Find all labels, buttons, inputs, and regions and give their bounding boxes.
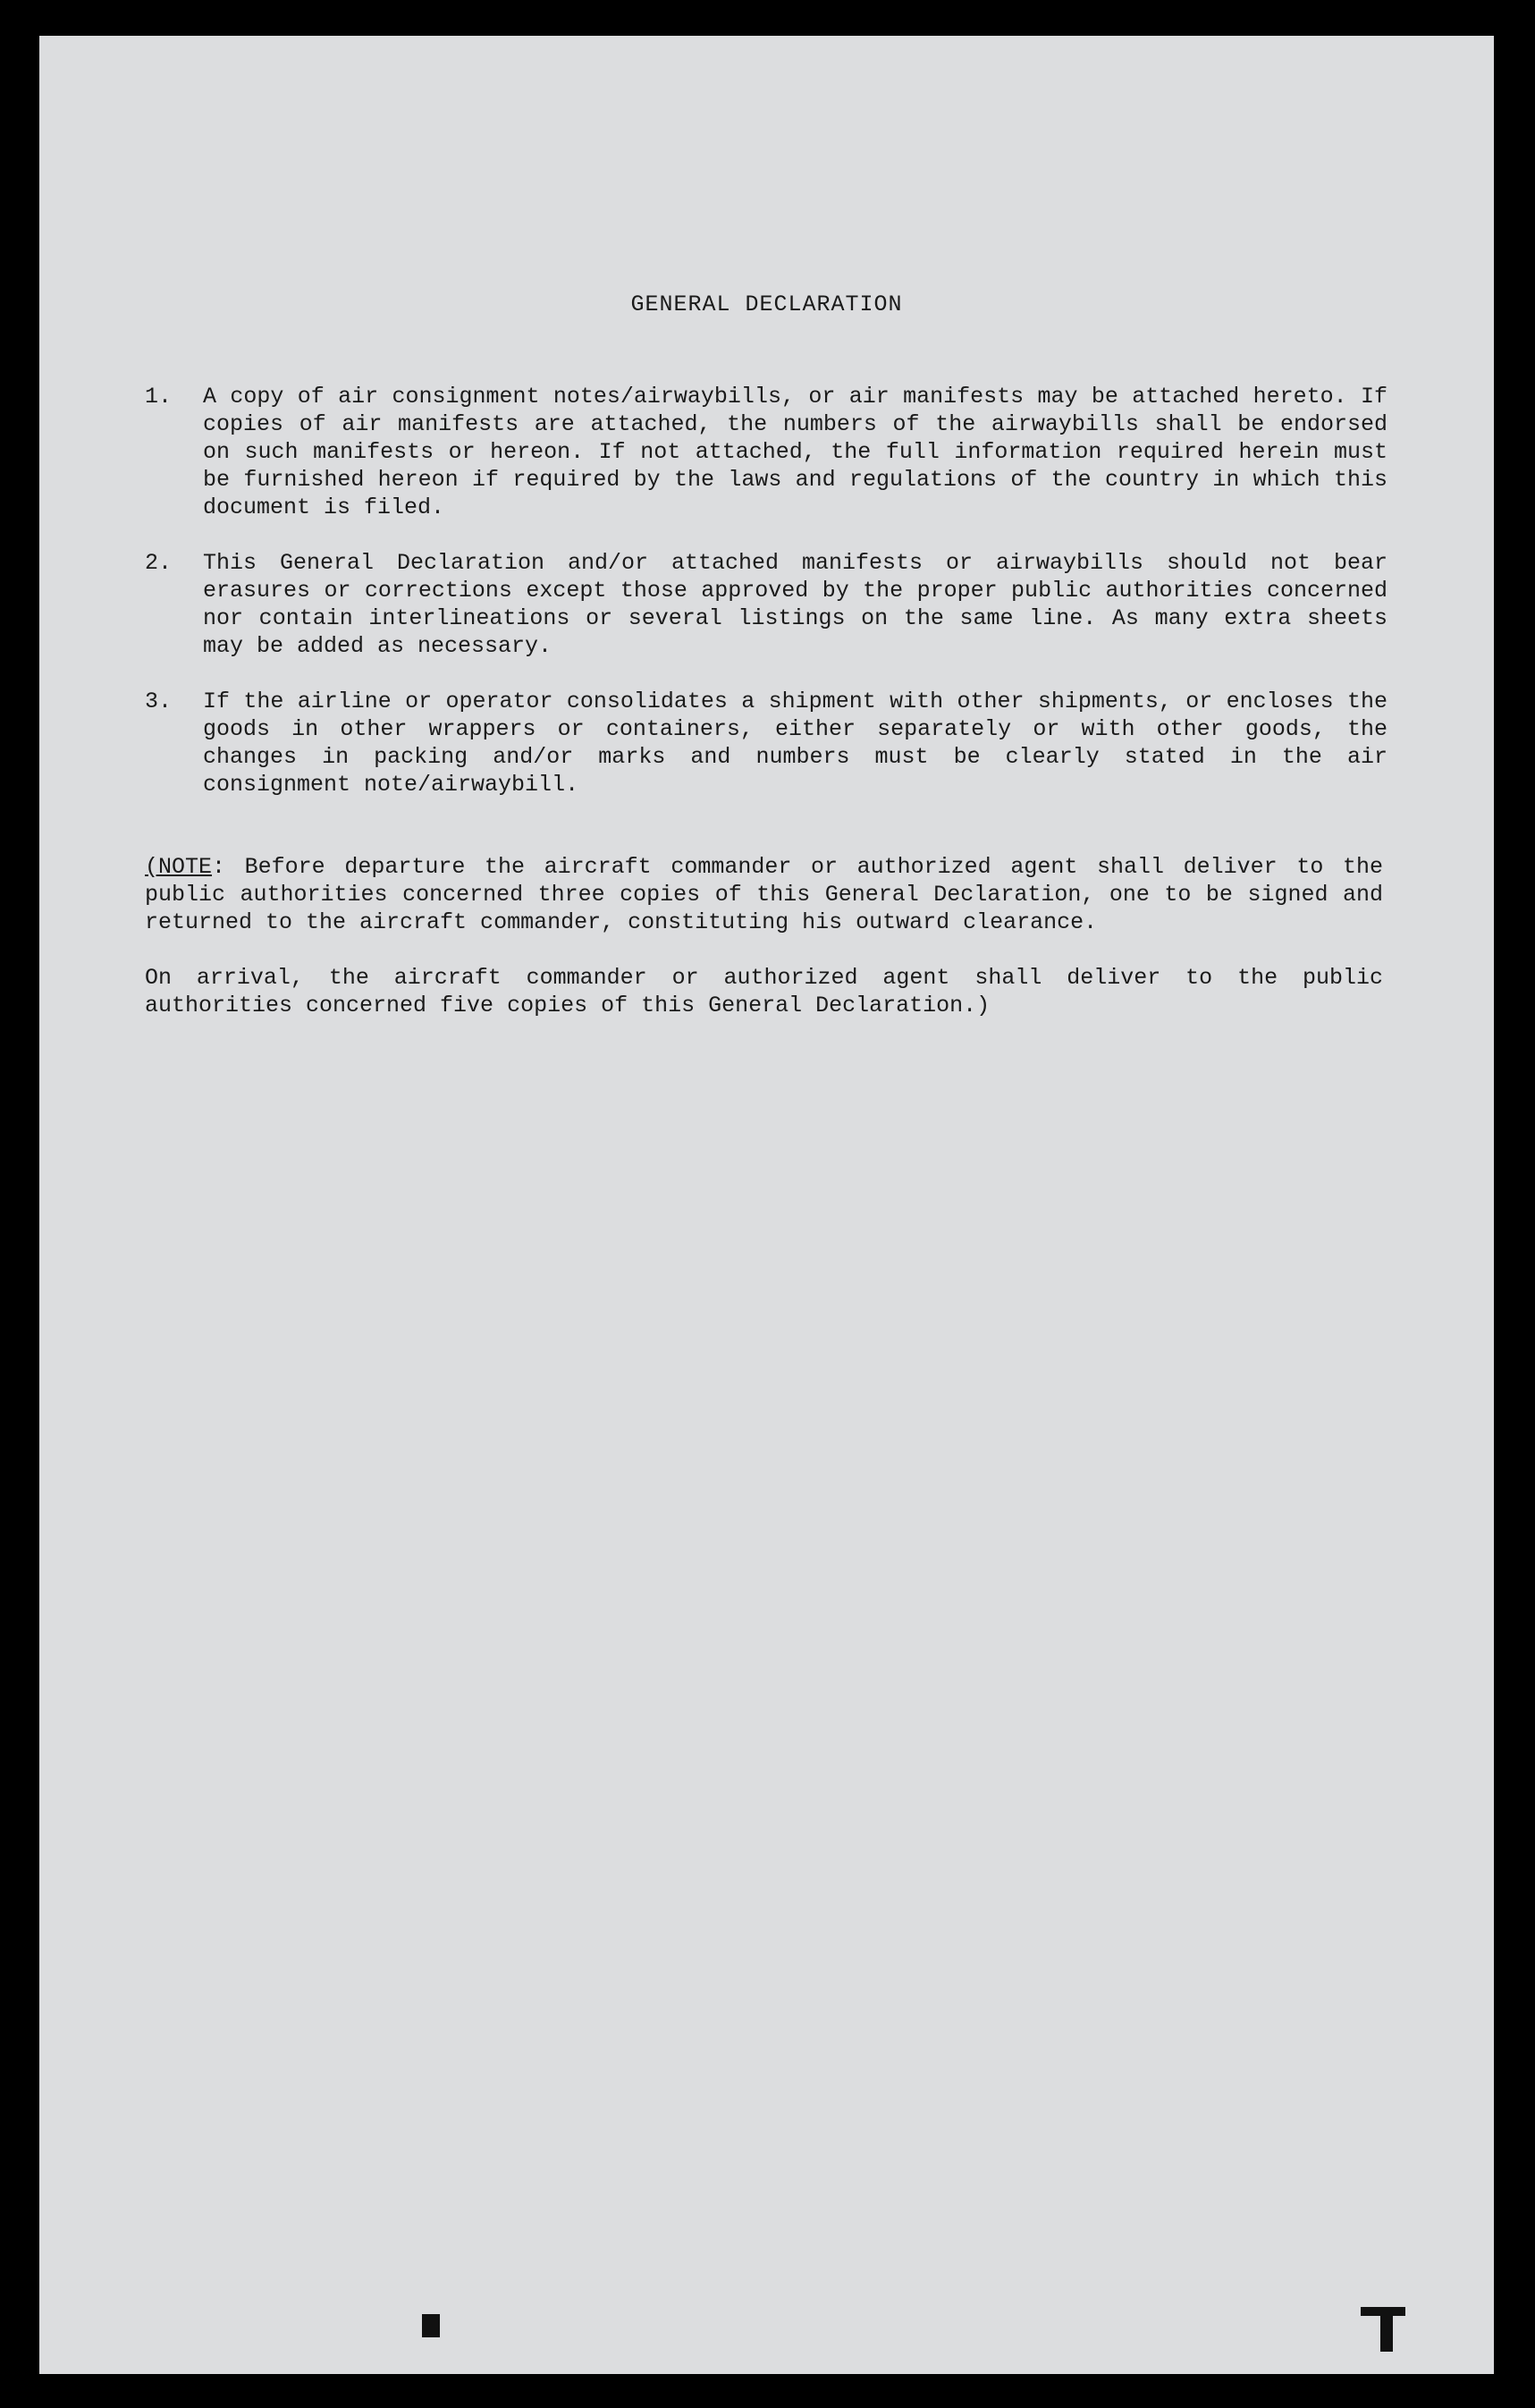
document-title: GENERAL DECLARATION — [630, 291, 903, 317]
note-text: : Before departure the aircraft commander or authorized agent shall deliver to the public authorities concerned three copies of this General Declaration, one to be signed and returned to the aircraft commander, constituting his outward clearance. — [145, 854, 1383, 935]
note-paragraph — [145, 853, 1383, 936]
list-item-text: A copy of air consignment notes/airwaybills, or air manifests may be attached hereto. If copies of air manifests are attached, the numbers of the airwaybills shall be endorsed on such manifests or hereon. If not attached, the full information required herein must be furnished hereon if required by the laws and regulations of the country in which this document is filed. — [203, 384, 1387, 520]
scan-artifact — [1380, 2316, 1393, 2352]
list-item-number: 3. — [145, 689, 173, 714]
list-item-text: This General Declaration and/or attached manifests or airwaybills should not bear erasures or corrections except those approved by the proper public authorities concerned nor contain interlineations or several listings on the same line. As many extra sheets may be added as necessary. — [203, 550, 1387, 659]
scan-artifact — [1361, 2307, 1405, 2316]
list-item-2 — [145, 549, 1387, 660]
list-item-1 — [145, 383, 1387, 521]
arrival-paragraph: On arrival, the aircraft commander or authorized agent shall deliver to the public authorities concerned five copies of this General Declaration.) — [145, 965, 1383, 1018]
list-item-3 — [145, 688, 1387, 798]
list-item-number: 2. — [145, 550, 173, 576]
document-page — [39, 36, 1494, 2374]
scan-artifact — [422, 2314, 440, 2337]
note-label: (NOTE — [145, 854, 213, 880]
list-item-text: If the airline or operator consolidates a shipment with other shipments, or encloses the goods in other wrappers or containers, either separately or with other goods, the changes in packing and/or marks and numbers must be clearly stated in the air consignment note/airwaybill. — [203, 689, 1387, 798]
list-item-number: 1. — [145, 384, 173, 410]
